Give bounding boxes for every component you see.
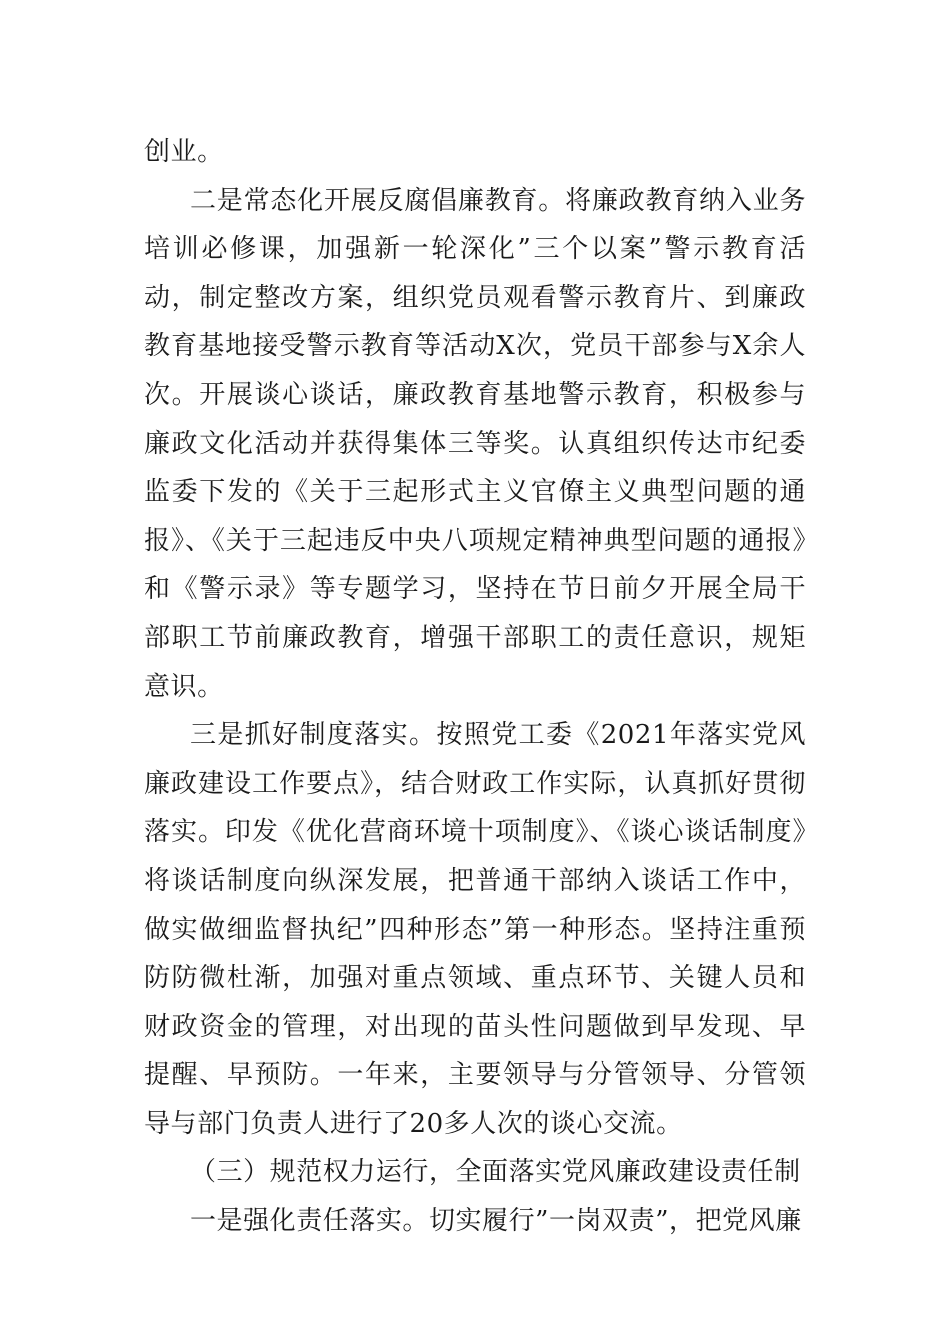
paragraph-anticorruption-education: 二是常态化开展反腐倡廉教育。将廉政教育纳入业务培训必修课，加强新一轮深化”三个以案”警示教育活动，制定整改方案，组织党员观看警示教育片、到廉政教育基地接受警示教育等活动X次，党员干部参与X余人次。开展谈心谈话，廉政教育基地警示教育，积极参与廉政文化活动并获得集体三等奖。认真组织传达市纪委监委下发的《关于三起形式主义官僚主义典型问题的通报》、《关于三起违反中央八项规定精神典型问题的通报》和《警示录》等专题学习，坚持在节日前夕开展全局干部职工节前廉政教育，增强干部职工的责任意识，规矩意识。	[144, 185, 806, 702]
section-heading-power-regulation: （三）规范权力运行，全面落实党风廉政建设责任制	[190, 1157, 801, 1188]
paragraph-system-implementation: 三是抓好制度落实。按照党工委《2021年落实党风廉政建设工作要点》，结合财政工作实际，认真抓好贯彻落实。印发《优化营商环境十项制度》、《谈心谈话制度》将谈话制度向纵深发展，把普通干部纳入谈话工作中，做实做细监督执纪”四种形态”第一种形态。坚持注重预防防微杜渐，加强对重点领域、重点环节、关键人员和财政资金的管理，对出现的苗头性问题做到早发现、早提醒、早预防。一年来，主要领导与分管领导、分管领导与部门负责人进行了20多人次的谈心交流。	[144, 720, 806, 1139]
paragraph-continuation: 创业。	[144, 137, 224, 167]
document-body	[144, 128, 806, 1246]
paragraph-responsibility: 一是强化责任落实。切实履行”一岗双责”，把党风廉	[190, 1206, 802, 1237]
